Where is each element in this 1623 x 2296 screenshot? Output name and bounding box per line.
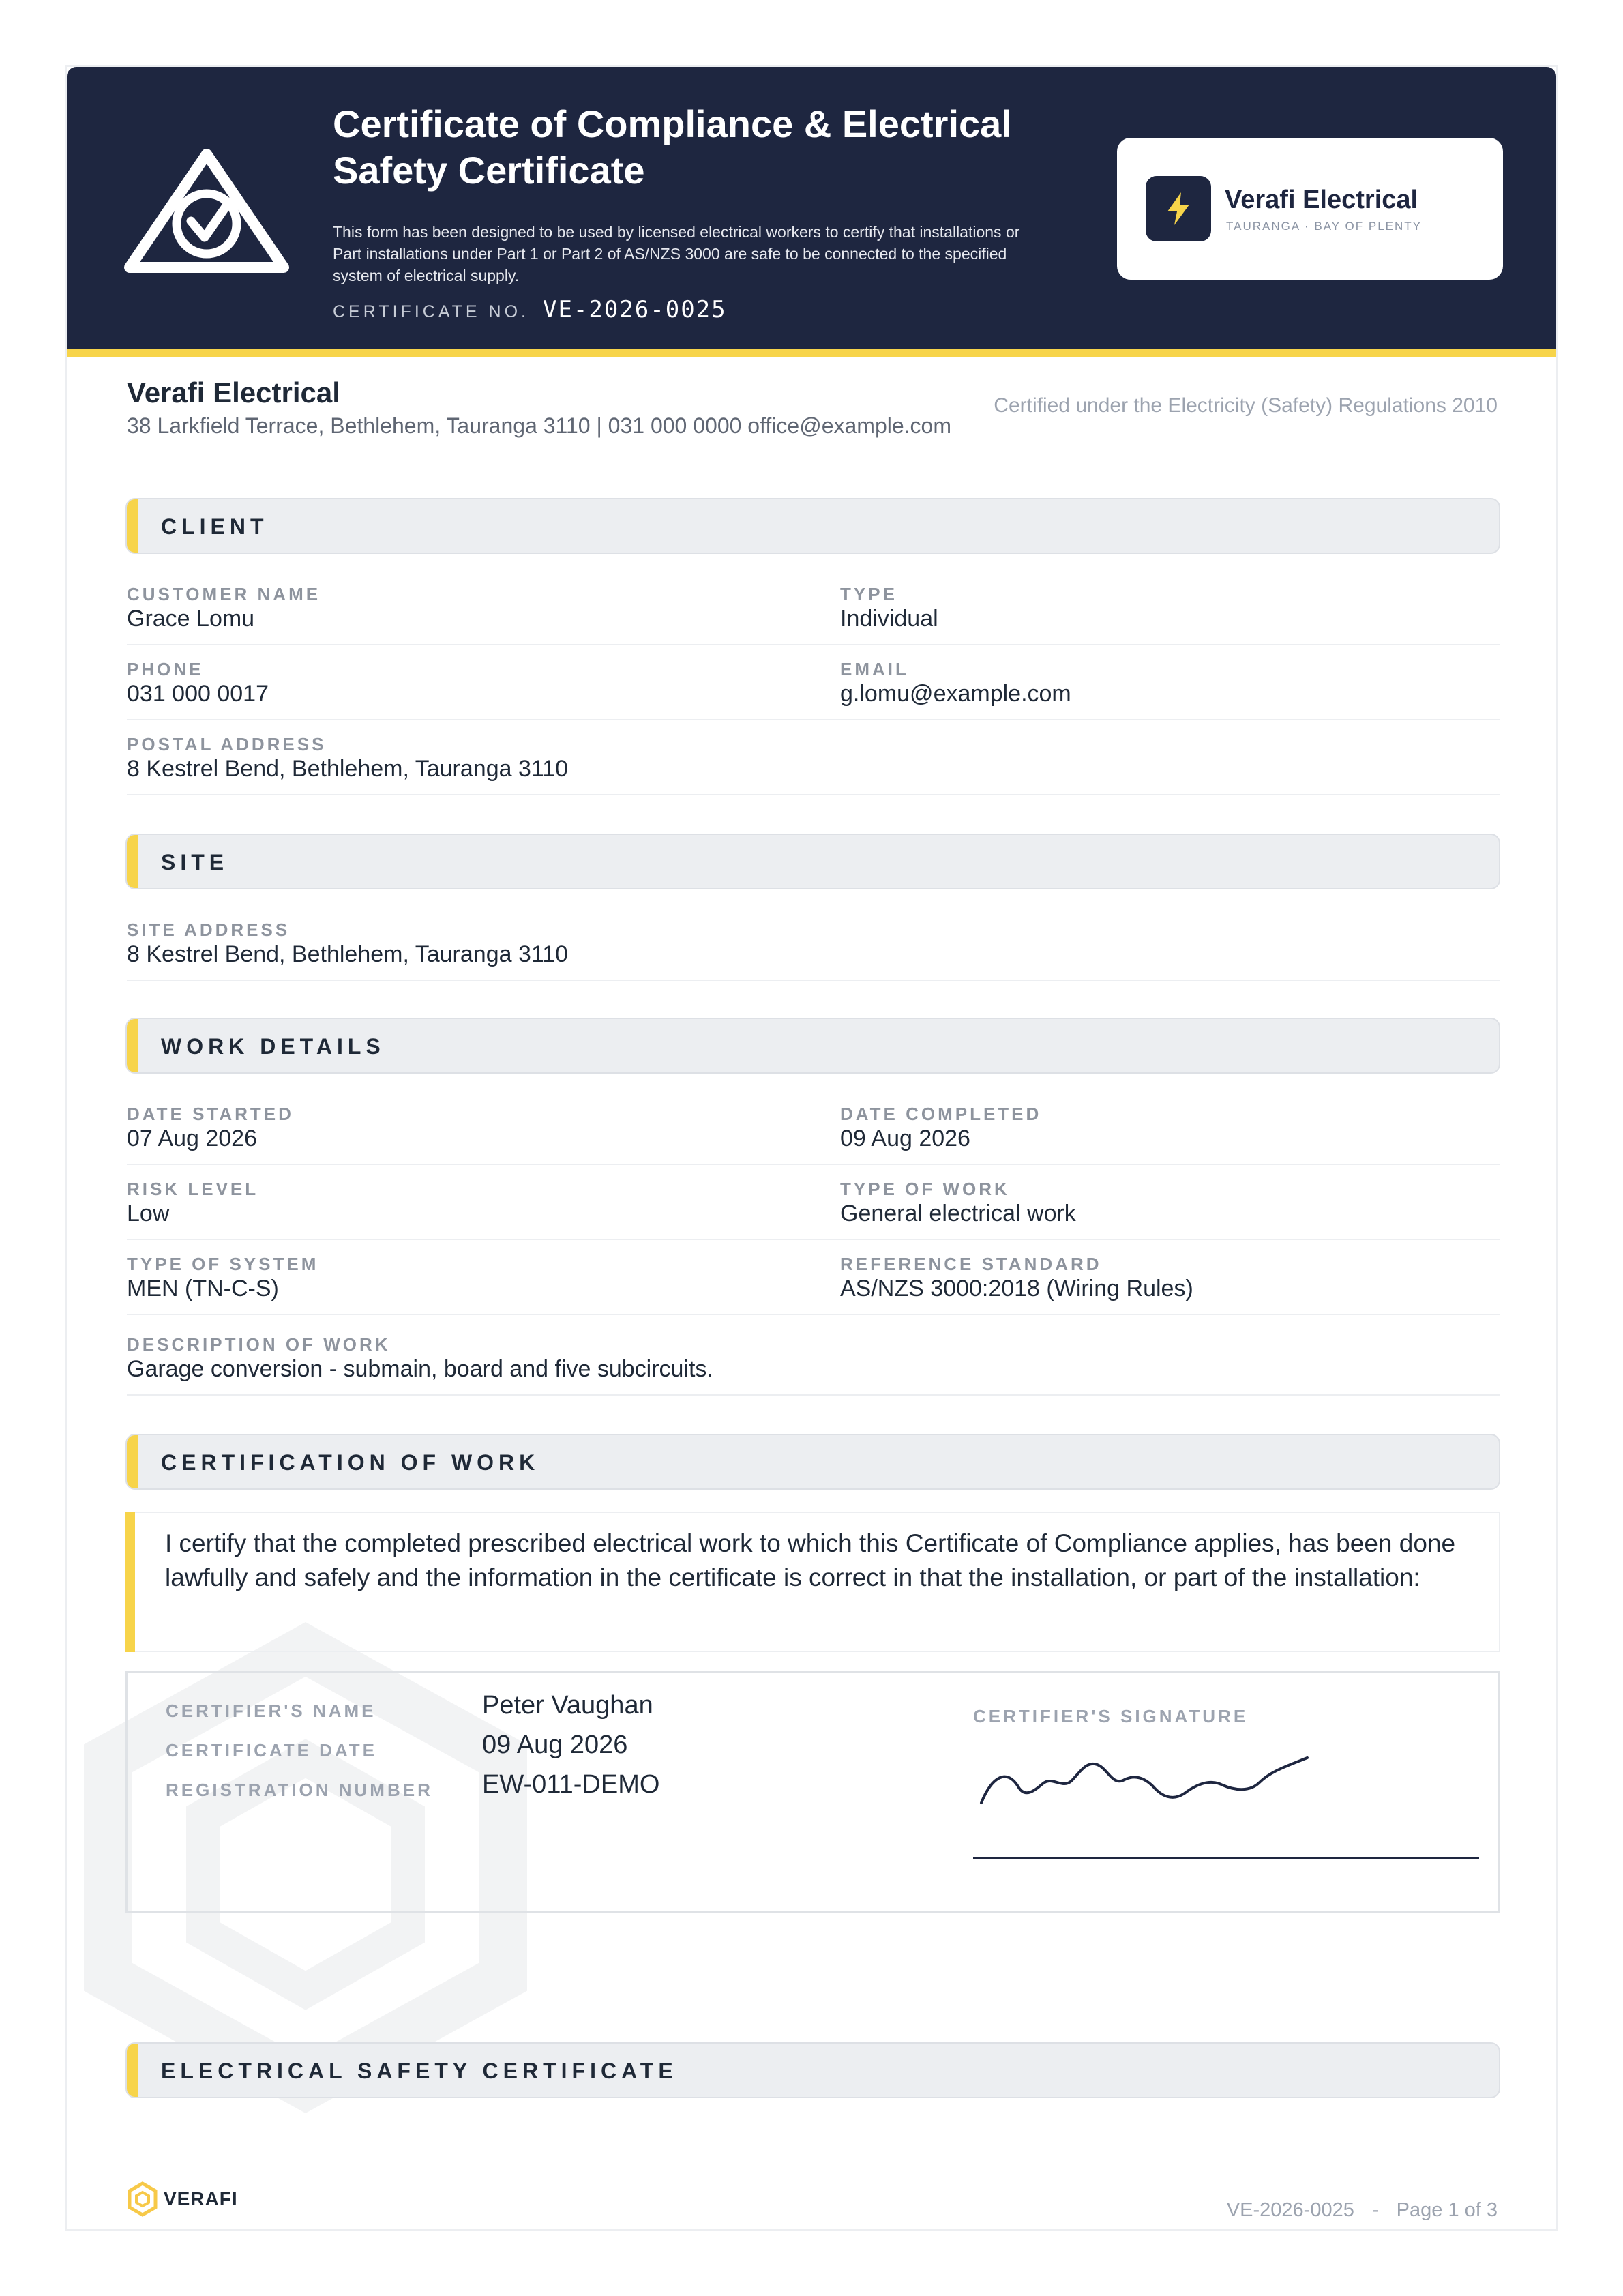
registration-number: EW-011-DEMO — [482, 1770, 660, 1799]
section-title: CERTIFICATION OF WORK — [161, 1450, 540, 1475]
section-work-details — [125, 1018, 1500, 1074]
lightning-bolt-icon — [1146, 176, 1211, 241]
field-value: 07 Aug 2026 — [127, 1125, 257, 1151]
certificate-date: 09 Aug 2026 — [482, 1731, 628, 1759]
certification-statement-box — [125, 1512, 1500, 1652]
brand-card — [1117, 138, 1503, 280]
field-label: DATE COMPLETED — [840, 1104, 1042, 1124]
field-label: CUSTOMER NAME — [127, 584, 321, 604]
field-site-address — [127, 919, 1500, 981]
field-label: SITE ADDRESS — [127, 919, 291, 940]
field-label: TYPE OF SYSTEM — [127, 1254, 319, 1274]
rcm-compliance-mark-icon — [123, 147, 291, 274]
certificate-number-label: CERTIFICATE NO. — [333, 302, 529, 321]
certificate-description: This form has been designed to be used by licensed electrical workers to certify that installations or Part installations under Part 1 or Part 2 of AS/NZS 3000 are safe to be connected to the specified system of electrical supply. — [333, 223, 1020, 284]
footer-page-info — [1227, 2199, 1498, 2222]
section-electrical-safety — [125, 2042, 1500, 2098]
field-value: Grace Lomu — [127, 606, 255, 632]
field-value: MEN (TN-C-S) — [127, 1276, 279, 1301]
section-title: WORK DETAILS — [161, 1034, 385, 1059]
handwritten-signature — [977, 1748, 1332, 1830]
field-label: DATE STARTED — [127, 1104, 294, 1124]
certificate-title: Certificate of Compliance & Electrical Safety Certificate — [333, 102, 1012, 192]
field-label: POSTAL ADDRESS — [127, 734, 327, 754]
field-label: RISK LEVEL — [127, 1179, 259, 1199]
field-date-started — [127, 1104, 859, 1165]
field-type-of-system — [127, 1254, 859, 1315]
brand-name: Verafi Electrical — [1225, 186, 1418, 214]
field-label: DESCRIPTION OF WORK — [127, 1334, 391, 1355]
field-description-of-work — [127, 1334, 1500, 1396]
verafi-hexagon-icon — [127, 2181, 158, 2217]
field-customer-name — [127, 584, 859, 645]
field-value: 031 000 0017 — [127, 681, 269, 707]
field-date-completed — [840, 1104, 1500, 1165]
field-value: Garage conversion - submain, board and five subcircuits. — [127, 1356, 713, 1382]
statement-accent — [125, 1512, 135, 1652]
certification-statement: I certify that the completed prescribed electrical work to which this Certificate of Compliance applies, has been done lawfully and safely and the information in the certificate is correct in that the installation, or part of the installation: — [165, 1529, 1456, 1591]
field-label: PHONE — [127, 659, 204, 679]
certificate-date-label: CERTIFICATE DATE — [166, 1740, 378, 1761]
field-risk-level — [127, 1179, 859, 1240]
company-address: 38 Larkfield Terrace, Bethlehem, Tauranga 3110 | 031 000 0000 office@example.com — [127, 413, 951, 438]
field-label: TYPE OF WORK — [840, 1179, 1010, 1199]
field-value: 8 Kestrel Bend, Bethlehem, Tauranga 3110 — [127, 756, 569, 782]
header-accent-bar — [67, 349, 1556, 357]
field-label: REFERENCE STANDARD — [840, 1254, 1102, 1274]
section-client — [125, 498, 1500, 554]
section-accent — [127, 1019, 138, 1072]
field-value: Individual — [840, 606, 938, 632]
section-title: ELECTRICAL SAFETY CERTIFICATE — [161, 2059, 678, 2083]
certifier-name-label: CERTIFIER'S NAME — [166, 1701, 376, 1721]
signature-label: CERTIFIER'S SIGNATURE — [973, 1706, 1249, 1726]
field-type-of-work — [840, 1179, 1500, 1240]
footer-separator: - — [1371, 2199, 1379, 2221]
section-site — [125, 834, 1500, 889]
certifier-details-box — [125, 1671, 1500, 1913]
field-label: TYPE — [840, 584, 897, 604]
field-value: AS/NZS 3000:2018 (Wiring Rules) — [840, 1276, 1193, 1301]
field-value: 8 Kestrel Bend, Bethlehem, Tauranga 3110 — [127, 941, 569, 967]
field-reference-standard — [840, 1254, 1500, 1315]
signature-line — [973, 1857, 1479, 1859]
field-postal-address — [127, 734, 1500, 795]
footer-logo-text: VERAFI — [164, 2188, 238, 2209]
footer-logo — [127, 2181, 238, 2217]
field-label: EMAIL — [840, 659, 909, 679]
certifier-name: Peter Vaughan — [482, 1691, 653, 1720]
section-certification — [125, 1434, 1500, 1490]
regulation-note: Certified under the Electricity (Safety) Regulations 2010 — [994, 394, 1498, 417]
field-email — [840, 659, 1500, 720]
section-title: SITE — [161, 850, 229, 874]
company-name: Verafi Electrical — [127, 377, 340, 409]
field-value: Low — [127, 1201, 170, 1226]
certificate-page — [65, 65, 1558, 2231]
registration-number-label: REGISTRATION NUMBER — [166, 1780, 433, 1800]
brand-tagline: TAURANGA · BAY OF PLENTY — [1226, 220, 1422, 233]
section-accent — [127, 835, 138, 888]
field-type — [840, 584, 1500, 645]
field-phone — [127, 659, 859, 720]
section-accent — [127, 499, 138, 553]
certificate-header — [67, 67, 1556, 349]
section-title: CLIENT — [161, 514, 269, 539]
section-accent — [127, 1435, 138, 1488]
footer-cert-ref: VE-2026-0025 — [1226, 2199, 1354, 2221]
field-value: General electrical work — [840, 1201, 1076, 1226]
certificate-number-value: VE-2026-0025 — [542, 296, 727, 323]
certificate-number — [333, 296, 727, 323]
section-accent — [127, 2044, 138, 2097]
footer-page-number: Page 1 of 3 — [1396, 2199, 1498, 2221]
field-value: 09 Aug 2026 — [840, 1125, 970, 1151]
field-value: g.lomu@example.com — [840, 681, 1071, 707]
